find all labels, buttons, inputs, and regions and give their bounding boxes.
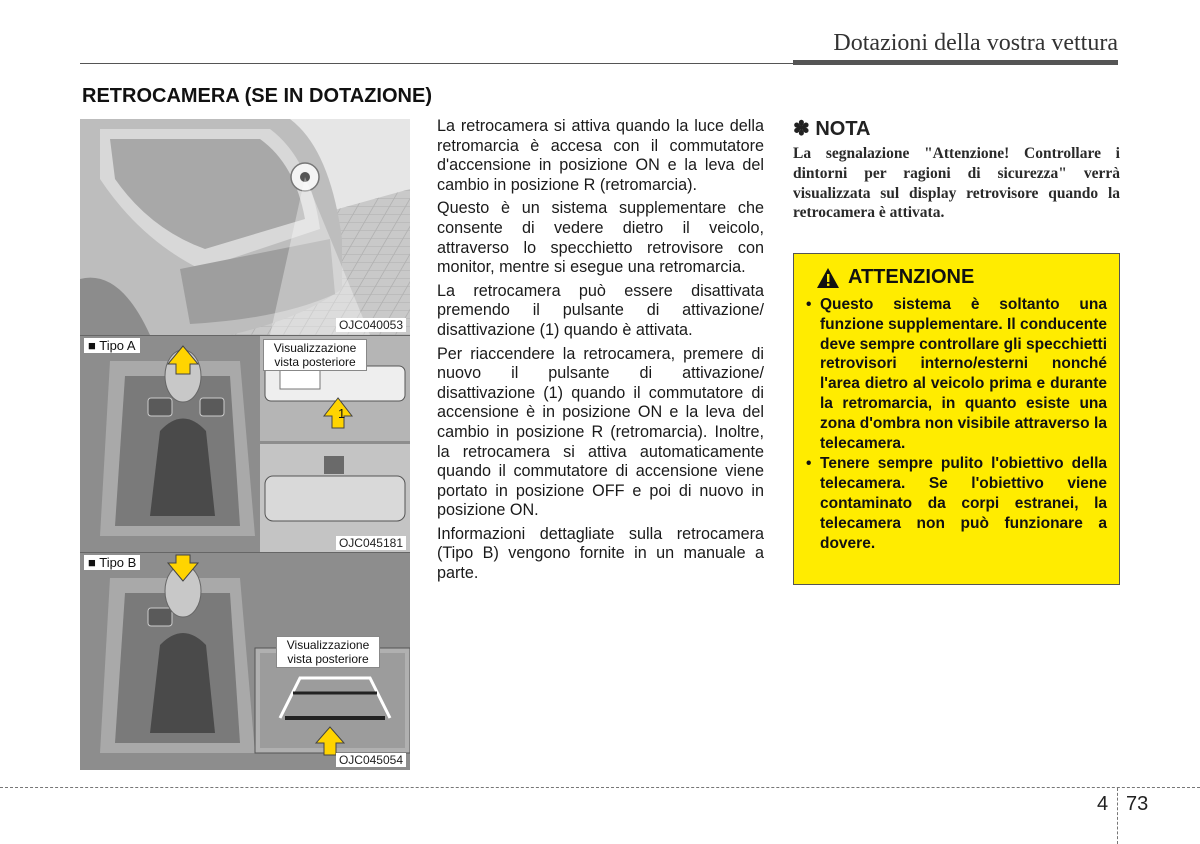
note-body: La segnalazione "Attenzione! Controllare i dintorni per ragioni di sicurezza" verrà visualizzata sul display retrovisore quando la retrocamera è attivata. bbox=[793, 145, 1120, 222]
paragraph: La retrocamera si attiva quando la luce della retromarcia è accesa con il commutatore d'accensione in posizione ON e la leva del cambio in posizione R (retromarcia). bbox=[437, 117, 764, 194]
page-number: 73 bbox=[1126, 793, 1149, 815]
paragraph: Questo è un sistema supplementare che consente di vedere dietro il veicolo, attraverso lo specchietto retrovisore con monitor, mentre si esegue una retromarcia. bbox=[437, 199, 764, 277]
note-heading: ✽ NOTA bbox=[793, 118, 871, 140]
chapter-number: 4 bbox=[1097, 793, 1109, 815]
main-text-column bbox=[437, 117, 764, 588]
button-number-label: 1 bbox=[338, 406, 346, 421]
rear-view-callout: Visualizzazione vista posteriore bbox=[276, 636, 380, 668]
figure-code: OJC045054 bbox=[336, 753, 406, 767]
figure-code: OJC045181 bbox=[336, 536, 406, 550]
warning-title: ATTENZIONE bbox=[848, 266, 975, 288]
page-number-divider bbox=[1117, 788, 1118, 844]
section-title: RETROCAMERA (SE IN DOTAZIONE) bbox=[82, 85, 432, 107]
paragraph: Per riaccendere la retrocamera, premere di nuovo il pulsante di attivazione/ disattivazione (1) quando il commutatore di accensione è in posizione ON e la leva del cambio in posizione R (retromarcia). Inoltre, la retrocamera si attiva automaticamente quando il commutatore di accensione viene portato in posizione OFF e poi di nuovo in posizione ON. bbox=[437, 344, 764, 520]
type-a-label: ■ Tipo A bbox=[84, 338, 140, 353]
rear-view-callout: Visualizzazione vista posteriore bbox=[263, 339, 367, 371]
figure-type-b bbox=[80, 552, 410, 770]
type-b-label: ■ Tipo B bbox=[84, 555, 140, 570]
header-rule-accent bbox=[793, 60, 1118, 65]
running-header: Dotazioni della vostra vettura bbox=[833, 30, 1118, 56]
warning-header bbox=[816, 266, 1107, 289]
warning-item: • Questo sistema è soltanto una funzione supplementare. Il conducente deve sempre controllare gli specchietti retrovisori interno/esterni nonché l'area dietro al veicolo prima e durante la retromarcia, in quanto esiste una zona d'ombra non visibile attraverso la telecamera. bbox=[806, 295, 1107, 453]
figure-type-a bbox=[80, 335, 410, 553]
warning-triangle-icon bbox=[816, 267, 840, 289]
paragraph: La retrocamera può essere disattivata premendo il pulsante di attivazione/ disattivazione (1) quando è attivata. bbox=[437, 281, 764, 339]
warning-item: • Tenere sempre pulito l'obiettivo della telecamera. Se l'obiettivo viene contaminato da corpi estranei, la telecamera non può funzionare a dovere. bbox=[806, 454, 1107, 553]
warning-list bbox=[806, 295, 1107, 553]
paragraph: Informazioni dettagliate sulla retrocamera (Tipo B) vengono fornite in un manuale a parte. bbox=[437, 524, 764, 583]
car-rear-illustration bbox=[80, 119, 410, 335]
figure-rear-camera bbox=[80, 119, 410, 335]
warning-box bbox=[793, 253, 1120, 585]
figure-code: OJC040053 bbox=[336, 318, 406, 332]
footer-rule bbox=[0, 787, 1200, 788]
